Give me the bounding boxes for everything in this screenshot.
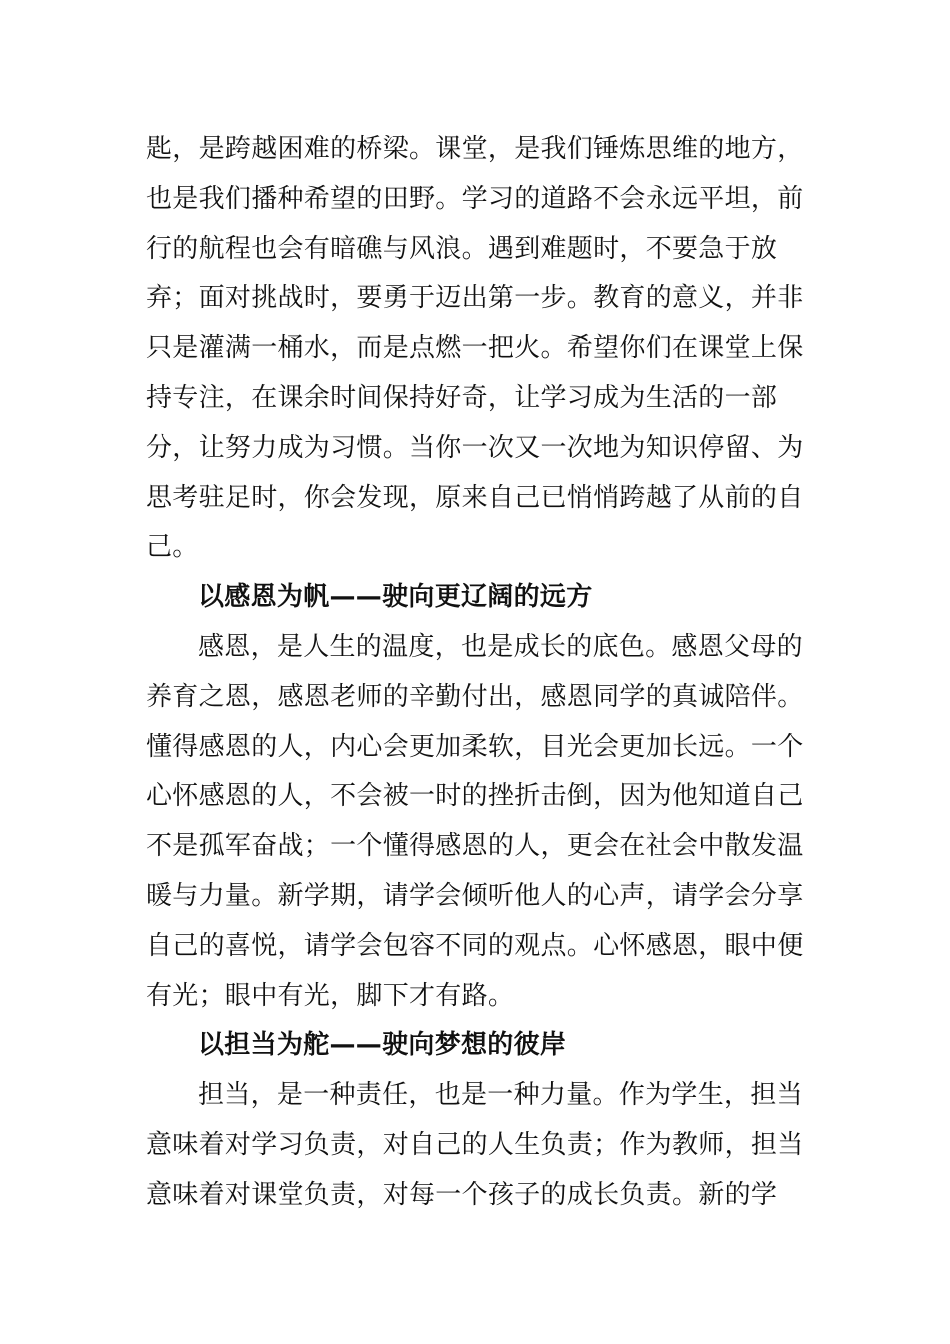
section-heading-gratitude: 以感恩为帆——驶向更辽阔的远方: [198, 582, 593, 613]
document-body: [146, 125, 810, 1221]
section-heading-responsibility: 以担当为舵——驶向梦想的彼岸: [198, 1030, 567, 1061]
paragraph-responsibility: 担当，是一种责任，也是一种力量。作为学生，担当意味着对学习负责，对自己的人生负责；作为教师，担当意味着对课堂负责，对每一个孩子的成长负责。新的学: [146, 1080, 804, 1210]
paragraph-continued: 匙，是跨越困难的桥梁。课堂，是我们锤炼思维的地方，也是我们播种希望的田野。学习的道路不会永远平坦，前行的航程也会有暗礁与风浪。遇到难题时，不要急于放弃；面对挑战时，要勇于迈出第一步。教育的意义，并非只是灌满一桶水，而是点燃一把火。希望你们在课堂上保持专注，在课余时间保持好奇，让学习成为生活的一部分，让努力成为习惯。当你一次又一次地为知识停留、为思考驻足时，你会发现，原来自己已悄悄跨越了从前的自己。: [146, 134, 804, 563]
paragraph-gratitude: 感恩，是人生的温度，也是成长的底色。感恩父母的养育之恩，感恩老师的辛勤付出，感恩同学的真诚陪伴。懂得感恩的人，内心会更加柔软，目光会更加长远。一个心怀感恩的人，不会被一时的挫折击倒，因为他知道自己不是孤军奋战；一个懂得感恩的人，更会在社会中散发温暖与力量。新学期，请学会倾听他人的心声，请学会分享自己的喜悦，请学会包容不同的观点。心怀感恩，眼中便有光；眼中有光，脚下才有路。: [146, 631, 804, 1011]
